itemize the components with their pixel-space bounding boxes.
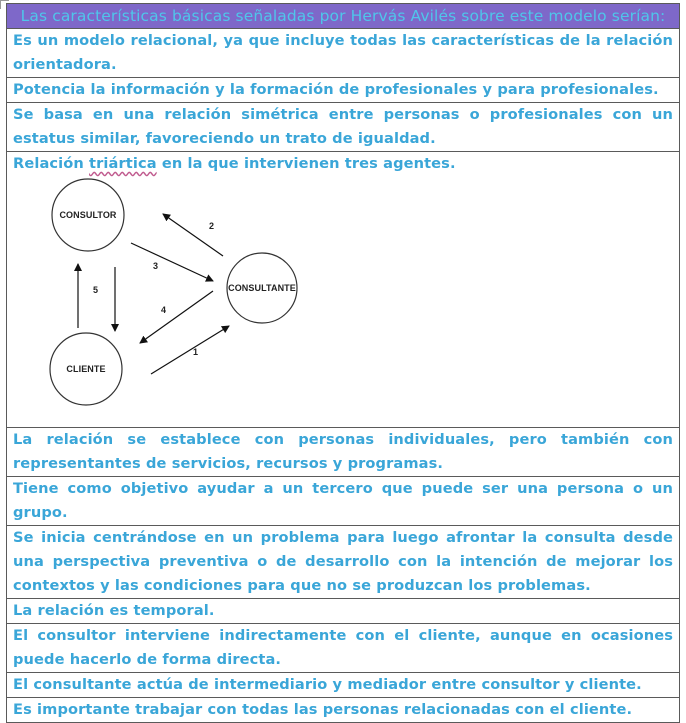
arrow-5-label: 5 xyxy=(93,285,99,295)
triartic-word: triártica xyxy=(89,155,157,172)
row-related-people: Es importante trabajar con todas las personas relacionadas con el cliente. xyxy=(7,697,679,722)
row-symmetric: Se basa en una relación simétrica entre personas o profesionales con un estatus similar, favoreciendo un trato de igualdad. xyxy=(7,102,679,151)
arrow-3-label: 3 xyxy=(153,261,159,271)
arrow-4-label: 4 xyxy=(161,305,167,315)
consultor-label: CONSULTOR xyxy=(59,210,117,220)
row-information: Potencia la información y la formación de profesionales y para profesionales. xyxy=(7,77,679,102)
arrow-3 xyxy=(131,243,213,281)
row-temporal: La relación es temporal. xyxy=(7,598,679,623)
row-objective: Tiene como objetivo ayudar a un tercero que puede ser una persona o un grupo. xyxy=(7,476,679,525)
arrow-4 xyxy=(140,291,213,343)
triartic-diagram xyxy=(43,176,343,428)
row-individuals: La relación se establece con personas individuales, pero también con representantes de servicios, recursos y programas. xyxy=(7,427,679,476)
triartic-pre: Relación xyxy=(13,155,90,172)
row-indirect: El consultor interviene indirectamente con el cliente, aunque en ocasiones puede hacerlo de forma directa. xyxy=(7,623,679,672)
row-problem: Se inicia centrándose en un problema para luego afrontar la consulta desde una perspectiva preventiva o de desarrollo con la intención de mejorar los contextos y las condiciones para que no se produzcan los problemas. xyxy=(7,525,679,598)
row-intermediary: El consultante actúa de intermediario y mediador entre consultor y cliente. xyxy=(7,672,679,697)
arrow-1-label: 1 xyxy=(193,347,199,357)
cliente-label: CLIENTE xyxy=(66,364,106,374)
row-triartic xyxy=(7,151,679,427)
consultante-label: CONSULTANTE xyxy=(228,283,296,293)
table-header: Las características básicas señaladas por Hervás Avilés sobre este modelo serían: xyxy=(7,4,679,28)
row-relational: Es un modelo relacional, ya que incluye todas las características de la relación orientadora. xyxy=(7,28,679,77)
triartic-post: en la que intervienen tres agentes. xyxy=(156,155,456,172)
arrow-1 xyxy=(151,326,229,374)
arrow-2-label: 2 xyxy=(209,221,215,231)
characteristics-table xyxy=(6,3,680,723)
triartic-text xyxy=(13,152,673,176)
